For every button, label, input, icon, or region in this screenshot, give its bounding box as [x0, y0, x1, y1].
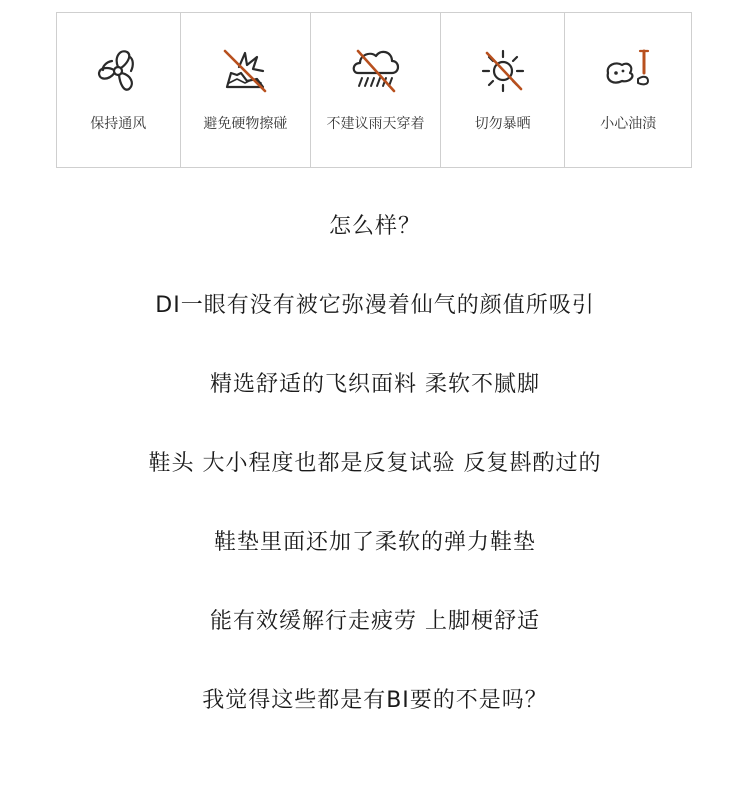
care-label: 不建议雨天穿着 — [326, 116, 425, 132]
text-line: DI一眼有没有被它弥漫着仙气的颜值所吸引 — [155, 293, 595, 318]
text-line: 怎么样？ — [328, 214, 421, 239]
care-label: 小心油渍 — [600, 116, 657, 132]
text-line: 能有效缓解行走疲劳 上脚梗舒适 — [210, 609, 540, 634]
text-line: 我觉得这些都是有BI要的不是吗？ — [202, 688, 548, 713]
no-collision-icon — [217, 43, 273, 99]
oil-stain-icon — [600, 43, 656, 99]
fan-icon — [90, 43, 146, 99]
care-label: 保持通风 — [90, 116, 147, 132]
text-line: 鞋垫里面还加了柔软的弹力鞋垫 — [213, 530, 536, 555]
care-item-collision — [181, 13, 312, 167]
care-item-sun — [441, 13, 566, 167]
no-rain-icon — [348, 43, 404, 99]
text-line: 鞋头 大小程度也都是反复试验 反复斟酌过的 — [148, 451, 602, 476]
care-label: 避免硬物擦碰 — [203, 116, 288, 132]
care-label: 切勿暴晒 — [474, 116, 531, 132]
care-instructions-strip — [56, 12, 692, 168]
no-sun-icon — [475, 43, 531, 99]
care-item-ventilation — [57, 13, 181, 167]
text-line: 精选舒适的飞织面料 柔软不腻脚 — [210, 372, 540, 397]
care-item-oil — [565, 13, 691, 167]
care-item-rain — [311, 13, 441, 167]
